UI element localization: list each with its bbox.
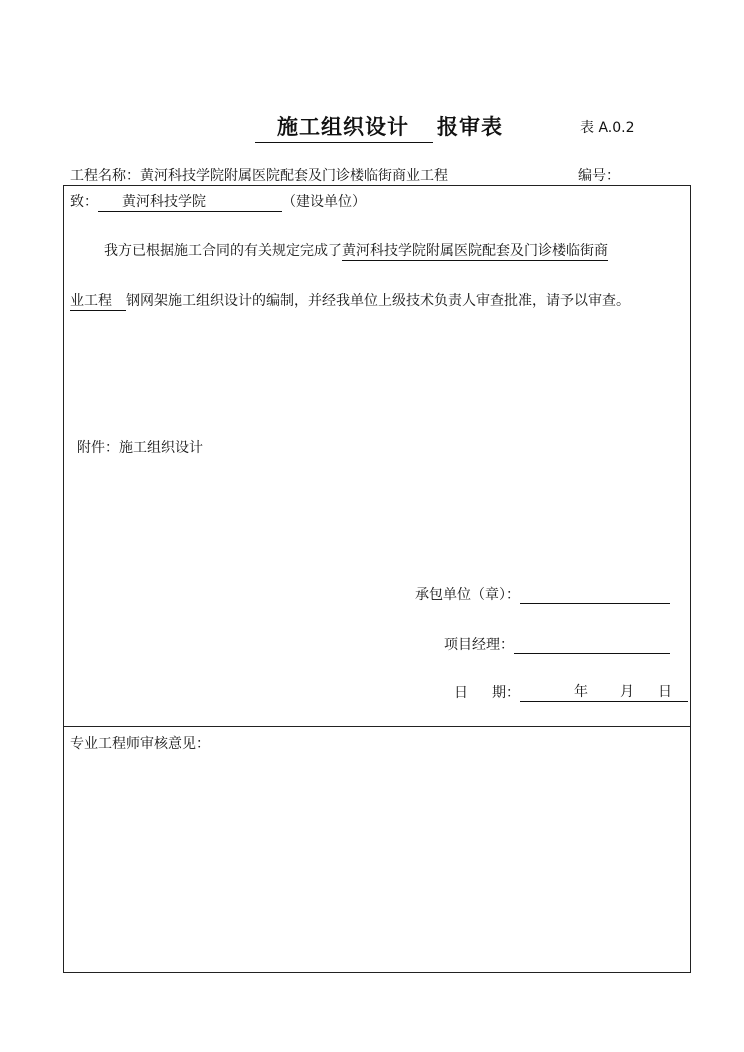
manager-signature-line[interactable] — [514, 637, 670, 654]
date-month: 月 — [620, 684, 634, 700]
body-project-part1: 黄河科技学院附属医院配套及门诊楼临街商 — [342, 243, 608, 259]
review-opinion-label: 专业工程师审核意见： — [70, 736, 210, 752]
body-line-2 — [70, 290, 630, 311]
form-title — [255, 111, 503, 143]
section-divider — [63, 726, 691, 727]
date-label-char1: 日 — [454, 685, 468, 701]
project-name-value: 黄河科技学院附属医院配套及门诊楼临街商业工程 — [140, 168, 448, 184]
project-name-line — [70, 165, 448, 185]
addressee-role: （建设单位） — [282, 194, 366, 210]
date-day: 日 — [658, 684, 672, 700]
contractor-signature — [415, 584, 670, 604]
form-number-prefix: 表 — [580, 120, 594, 136]
body-line1-prefix: 我方已根据施工合同的有关规定完成了 — [104, 243, 342, 259]
body-line-1 — [104, 240, 608, 261]
body-project-part2: 业工程 — [70, 292, 126, 311]
manager-label: 项目经理： — [444, 637, 514, 653]
date-fill-line[interactable] — [520, 684, 688, 702]
title-suffix: 报审表 — [437, 115, 503, 139]
date-label-char2: 期： — [492, 685, 520, 701]
form-number — [580, 117, 635, 137]
manager-signature — [444, 634, 670, 654]
addressee-name: 黄河科技学院 — [98, 193, 282, 212]
form-number-code: A.0.2 — [598, 120, 635, 136]
title-underlined: 施工组织设计 — [255, 111, 433, 143]
contractor-signature-line[interactable] — [520, 587, 670, 604]
contractor-label: 承包单位（章）： — [415, 587, 520, 603]
addressee-label: 致： — [70, 194, 98, 210]
serial-number-label: 编号： — [578, 168, 620, 184]
addressee-line — [70, 191, 366, 212]
body-line2-suffix: 钢网架施工组织设计的编制，并经我单位上级技术负责人审查批准，请予以审查。 — [126, 293, 630, 309]
attachment-line: 附件：施工组织设计 — [77, 440, 203, 456]
date-field — [454, 682, 688, 702]
date-year: 年 — [574, 684, 588, 700]
project-name-label: 工程名称： — [70, 168, 140, 184]
